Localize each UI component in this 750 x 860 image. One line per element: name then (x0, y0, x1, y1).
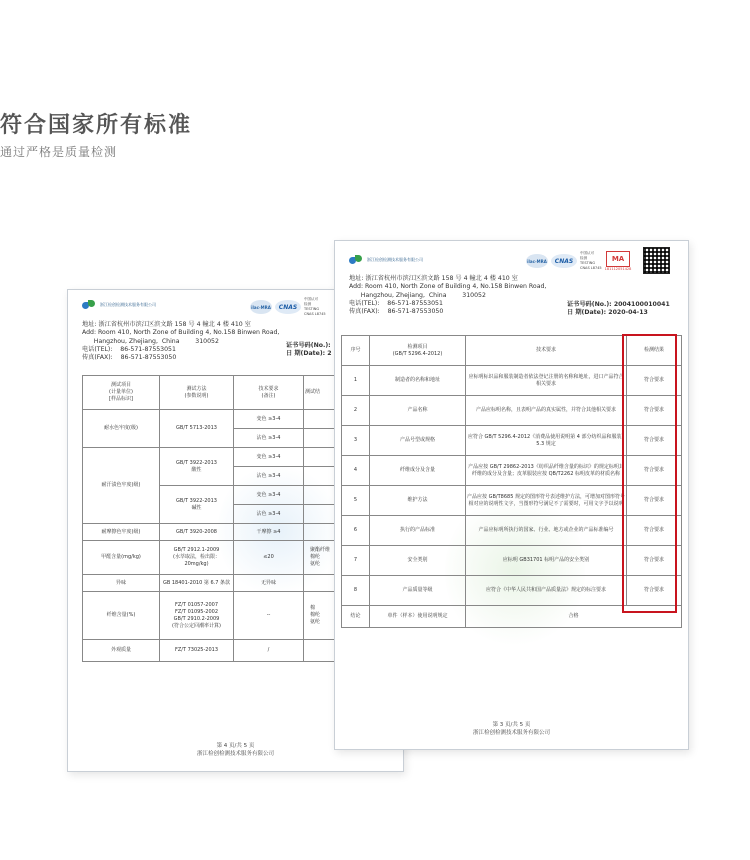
certification-marks (526, 251, 631, 271)
column-header: 技术要求 (备注) (234, 376, 304, 410)
result-column-highlight (622, 334, 677, 613)
conclusion-result: 合格 (466, 606, 682, 628)
qr-code-icon (643, 247, 670, 274)
column-header: 检测项目 (GB/T 5296.4-2012) (370, 336, 466, 366)
column-header: 测试项目 (计量单位) [样品标识] (83, 376, 160, 410)
table-cell: 棉 棉纶 氨纶 (304, 592, 405, 640)
table-cell: 产品名称 (370, 396, 466, 426)
table-cell: 沾色 ≥3-4 (234, 429, 304, 448)
column-header: 序号 (342, 336, 370, 366)
table-cell: GB/T 3920-2008 (160, 524, 234, 541)
table-cell: 异味 (83, 575, 160, 592)
table-cell: GB 18401-2010 第 6.7 条款 (160, 575, 234, 592)
table-cell: 纤维成分及含量 (370, 456, 466, 486)
table-cell: 2 (342, 396, 370, 426)
page-title: 符合国家所有标准 (0, 113, 193, 138)
table-cell: 聚酯纤维 棉纶 氨纶 (304, 541, 405, 575)
column-header: 测试结 (304, 376, 405, 410)
table-cell: 5 (342, 486, 370, 516)
table-cell: 外观质量 (83, 640, 160, 662)
lab-address: 地址: 浙江省杭州市滨江区滨文路 158 号 4 幢北 4 楼 410 室 Add: Room 410, North Zone of Building 4, No.158 Binwen Road, Hangzhou, Zhejiang, China 310052 电话(TEL): 86-571-87553051 传真(FAX): 86-571-87553050 (82, 321, 280, 362)
table-cell: 无异味 (234, 575, 304, 592)
table-cell: 耐摩擦色牢度(级) (83, 524, 160, 541)
table-cell: ≤20 (234, 541, 304, 575)
ilac-mac-icon: ilac-MRA (250, 300, 272, 314)
table-cell: 制造者的名称和地址 (370, 366, 466, 396)
table-cell: 3 (342, 426, 370, 456)
page-footer (335, 721, 688, 737)
table-cell: 沾色 ≥3-4 (234, 467, 304, 486)
page-subtitle: 通过严格是质量检测 (0, 145, 118, 159)
column-header: 技术要求 (466, 336, 627, 366)
lab-address: 地址: 浙江省杭州市滨江区滨文路 158 号 4 幢北 4 楼 410 室 Add: Room 410, North Zone of Building 4, No.158 Binwen Road, Hangzhou, Zhejiang, China 310052 电话(TEL): 86-571-87553051 传真(FAX): 86-571-87553050 (349, 275, 547, 316)
company-logo: 浙江检创检测技术服务有限公司 (349, 255, 423, 265)
table-cell: 应标明 GB31701 标明产品的安全类别 (466, 546, 627, 576)
footer-company: 浙江检创检测技术服务有限公司 (196, 751, 274, 757)
company-logo: 浙江检创检测技术服务有限公司 (82, 300, 156, 310)
table-cell: 符合要求 (627, 396, 682, 426)
report-date: 日 期(Date): 2 (286, 350, 332, 357)
column-header: 测试方法 (参数说明) (160, 376, 234, 410)
table-cell: FZ/T 73025-2013 (160, 640, 234, 662)
table-cell: 符合要求 (627, 486, 682, 516)
footer-company: 浙江检创检测技术服务有限公司 (472, 730, 550, 736)
table-cell: 应符合 GB/T 5296.4-2012《消费品使用说明第 4 部分纺织品和服装》5.3 规定 (466, 426, 627, 456)
table-cell: 7 (342, 546, 370, 576)
table-cell: 应标明标识品和服装制造者依法登记注册的名称和地址，进口产品符合相关要求 (466, 366, 627, 396)
table-cell: / (234, 640, 304, 662)
table-cell: 6 (342, 516, 370, 546)
cma-mark: MA 181112051428 (605, 251, 632, 271)
table-cell: 符合要求 (627, 426, 682, 456)
table-cell: GB/T 3922-2013 酸性 (160, 448, 234, 486)
table-cell: 耐水色牢度(级) (83, 410, 160, 448)
conclusion-text: 单件（样本）使用说明规定 (370, 606, 466, 628)
table-cell: 纤维含量(%) (83, 592, 160, 640)
table-cell: 符合要求 (627, 516, 682, 546)
table-cell: 变色 ≥3-4 (234, 486, 304, 505)
table-cell: GB/T 2912.1-2009 (水萃取法，检出限：20mg/kg) (160, 541, 234, 575)
table-cell: 产品应标明所执行的国家、行业、地方或企业的产品标准编号 (466, 516, 627, 546)
cnas-caption: 中国认可 检测 TESTING CNAS L8745 (580, 251, 602, 270)
table-cell: 执行的产品标准 (370, 516, 466, 546)
table-cell: 产品号型或规格 (370, 426, 466, 456)
table-cell: 产品质量等级 (370, 576, 466, 606)
table-cell: FZ/T 01057-2007 FZ/T 01095-2002 GB/T 2910.2-2009 (符合公定回潮率计算) (160, 592, 234, 640)
table-cell: GB/T 5713-2013 (160, 410, 234, 448)
cnas-icon: CNAS (275, 300, 301, 314)
report-number: 证书号码(No.): (286, 342, 331, 349)
table-cell: 产品应按 GB/T8685 规定的图形符号表述维护方法，可增加对图形符号相对应的说明性文字，当图形符号满足不了需要时，可用文字予以说明 (466, 486, 627, 516)
page-number: 第 4 页/共 5 页 (216, 743, 255, 749)
cnas-caption: 中国认可 检测 TESTING CNAS L8745 (304, 297, 326, 316)
table-cell: 耐汗渍色牢度(级) (83, 448, 160, 524)
table-cell: 安全类别 (370, 546, 466, 576)
certification-marks (250, 297, 326, 317)
table-cell: 变色 ≥3-4 (234, 410, 304, 429)
table-cell: 干摩擦 ≥4 (234, 524, 304, 541)
cnas-icon: CNAS (551, 254, 577, 268)
cma-icon: MA (606, 251, 630, 267)
table-cell: 变色 ≥3-4 (234, 448, 304, 467)
table-cell: 维护方法 (370, 486, 466, 516)
logo-icon (349, 255, 365, 265)
report-date: 日 期(Date): 2020-04-13 (567, 309, 648, 316)
table-cell: 产品应标明名称，且表明产品的真实属性，并符合其他相关要求 (466, 396, 627, 426)
column-header: 检测结果 (627, 336, 682, 366)
logo-icon (82, 300, 98, 310)
table-cell: 8 (342, 576, 370, 606)
table-cell: 1 (342, 366, 370, 396)
table-cell: 符合要求 (627, 366, 682, 396)
report-number: 证书号码(No.): 2004100010041 (567, 301, 670, 308)
table-cell: -- (234, 592, 304, 640)
table-cell: GB/T 3922-2013 碱性 (160, 486, 234, 524)
table-cell: 甲醛含量(mg/kg) (83, 541, 160, 575)
ilac-mac-icon: ilac-MRA (526, 254, 548, 268)
table-cell: 应符合《中华人民共和国产品质量法》规定的标注要求 (466, 576, 627, 606)
table-cell: 符合要求 (627, 456, 682, 486)
conclusion-label: 结论 (342, 606, 370, 628)
table-cell: 产品应按 GB/T 29862-2013《纺织品纤维含量的标识》的规定标明其纤维的成分及含量；皮革服装应按 QB/T2262 标明皮革的材质名称 (466, 456, 627, 486)
table-cell: 沾色 ≥3-4 (234, 505, 304, 524)
page-number: 第 3 页/共 5 页 (492, 722, 531, 728)
table-cell: 4 (342, 456, 370, 486)
table-cell: 符合要求 (627, 576, 682, 606)
table-cell: 符合要求 (627, 546, 682, 576)
